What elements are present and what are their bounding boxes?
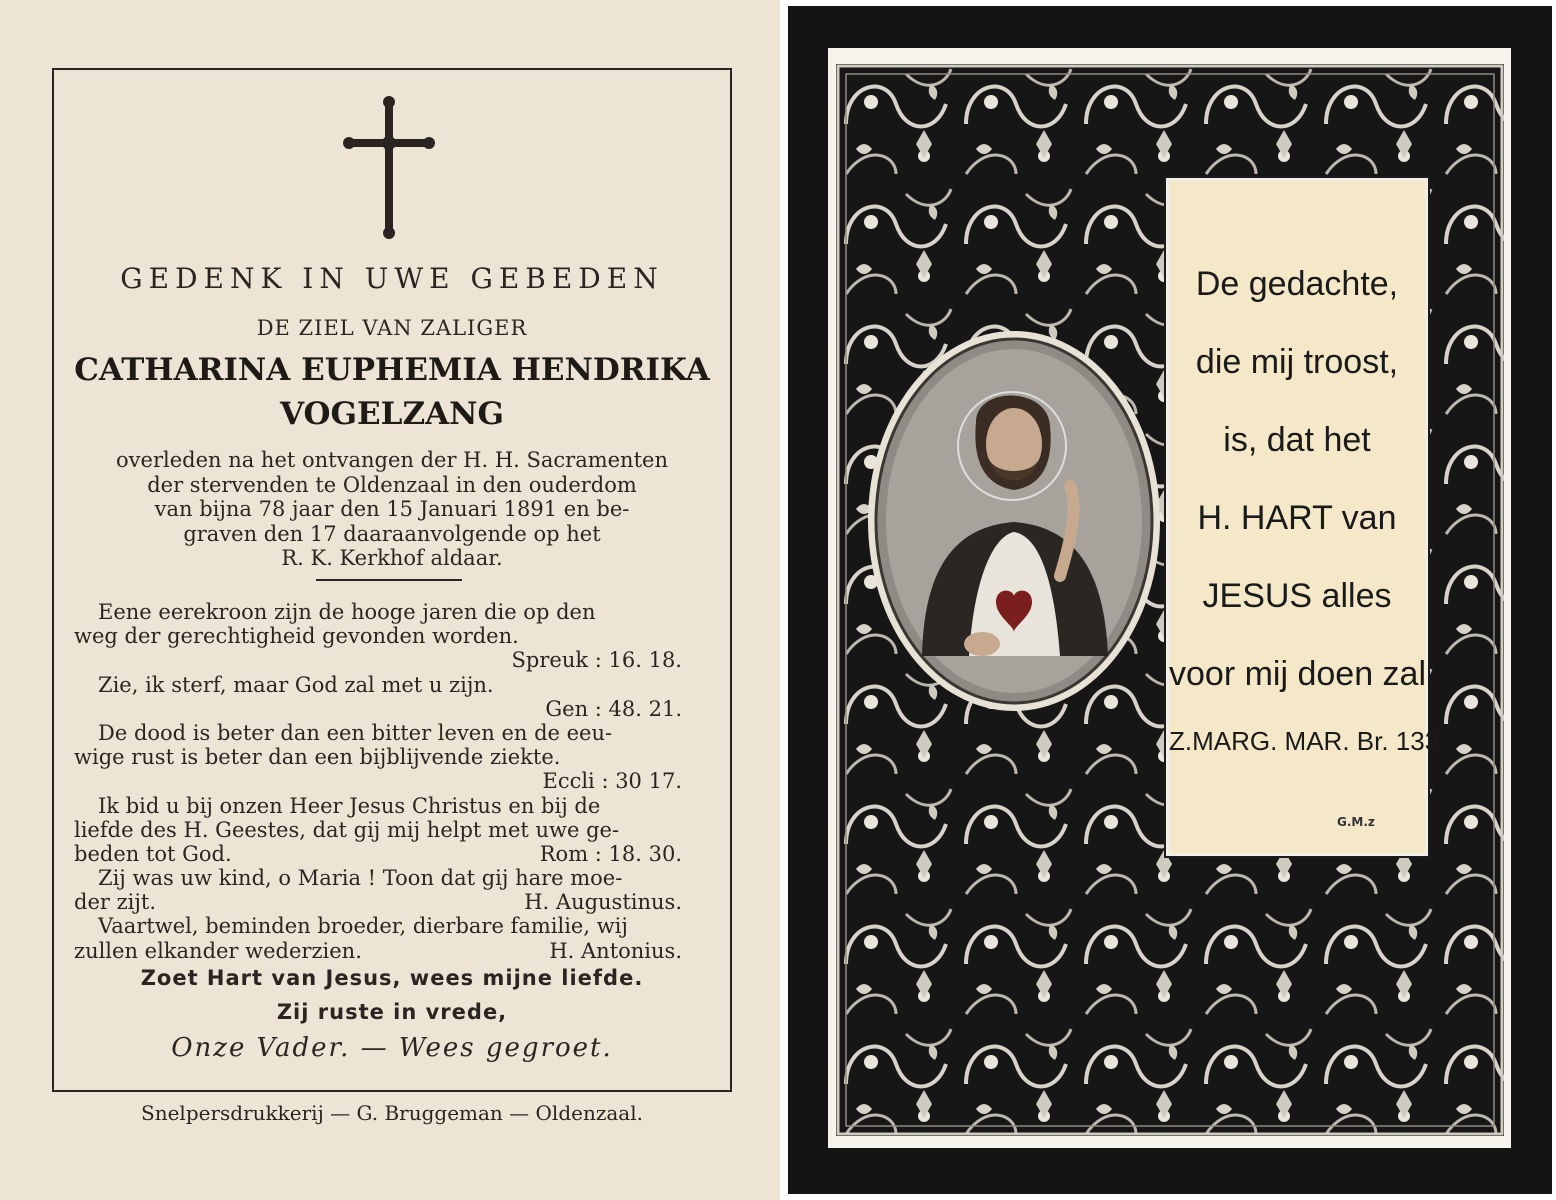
verse-reference: Rom : 18. 30. [539,841,682,866]
quote-line: H. HART van [1197,499,1397,537]
verse-line-with-reference [74,842,710,866]
quote-line: is, dat het [1223,421,1371,459]
verses [74,600,710,963]
verse-line-with-reference [74,939,710,963]
heading: GEDENK IN UWE GEBEDEN [120,262,664,295]
bio-line: der stervenden te Oldenzaal in den ouderdom [147,472,637,497]
verse-reference: Spreuk : 16. 18. [511,648,682,673]
cross-icon [343,95,435,240]
maker-mark: G.M.z [1337,815,1375,829]
bio-line: van bijna 78 jaar den 15 Januari 1891 en be- [154,497,630,521]
closing-invocation: Zoet Hart van Jesus, wees mijne liefde. [140,966,644,990]
verse-reference: Gen : 48. 21. [545,696,682,721]
subheading: DE ZIEL VAN ZALIGER [256,316,528,340]
verse-line: liefde des H. Geestes, dat gij mij helpt met uwe ge- [74,817,620,842]
quote-line: voor mij doen zal. [1169,655,1436,693]
verse-line: Zij was uw kind, o Maria ! Toon dat gij hare moe- [98,866,623,891]
biography [72,448,712,571]
quote-panel [1166,178,1440,856]
verse-line-with-reference [74,890,710,914]
verse-reference: H. Antonius. [549,938,682,963]
memorial-card-image-side [788,6,1552,1194]
verse-reference: Eccli : 30 17. [542,769,682,794]
verse-line: De dood is beter dan een bitter leven en de eeu- [98,720,613,745]
deceased-name-line2: VOGELZANG [280,396,504,432]
quote-line: De gedachte, [1195,265,1399,303]
quote-source: Z.MARG. MAR. Br. 133 [1169,726,1440,756]
verse-line: weg der gerechtigheid gevonden worden. [74,624,519,649]
verse-line: Vaartwel, beminden broeder, dierbare familie, wij [98,914,628,939]
verse-line: wige rust is beter dan een bijblijvende ziekte. [74,745,561,770]
verse-line: Zie, ik sterf, maar God zal met u zijn. [98,672,494,697]
verse-reference-row [74,769,710,793]
printer-credit: Snelpersdrukkerij — G. Bruggeman — Oldenzaal. [141,1101,643,1125]
verse-reference-row [74,697,710,721]
bio-line: graven den 17 daaraanvolgende op het [183,521,601,546]
closing-rest-in-peace: Zij ruste in vrede, [276,1000,508,1024]
verse-reference: H. Augustinus. [524,890,682,915]
prayer-line: Onze Vader. — Wees gegroet. [171,1033,613,1063]
verse-reference-row [74,648,710,672]
bio-line: R. K. Kerkhof aldaar. [281,546,503,570]
verse-line: Ik bid u bij onzen Heer Jesus Christus en bij de [98,793,601,818]
divider [316,579,462,581]
deceased-name-line1: CATHARINA EUPHEMIA HENDRIKA [74,352,710,388]
sacred-heart-portrait [864,326,1164,716]
quote-line: JESUS alles [1202,577,1392,615]
verse-text: beden tot God. [74,841,232,866]
bio-line: overleden na het ontvangen der H. H. Sacramenten [116,448,668,472]
verse-text: der zijt. [74,890,156,915]
verse-line: Eene eerekroon zijn de hooge jaren die op den [98,600,596,624]
quote-line: die mij troost, [1195,343,1399,381]
verse-text: zullen elkander wederzien. [74,938,362,963]
